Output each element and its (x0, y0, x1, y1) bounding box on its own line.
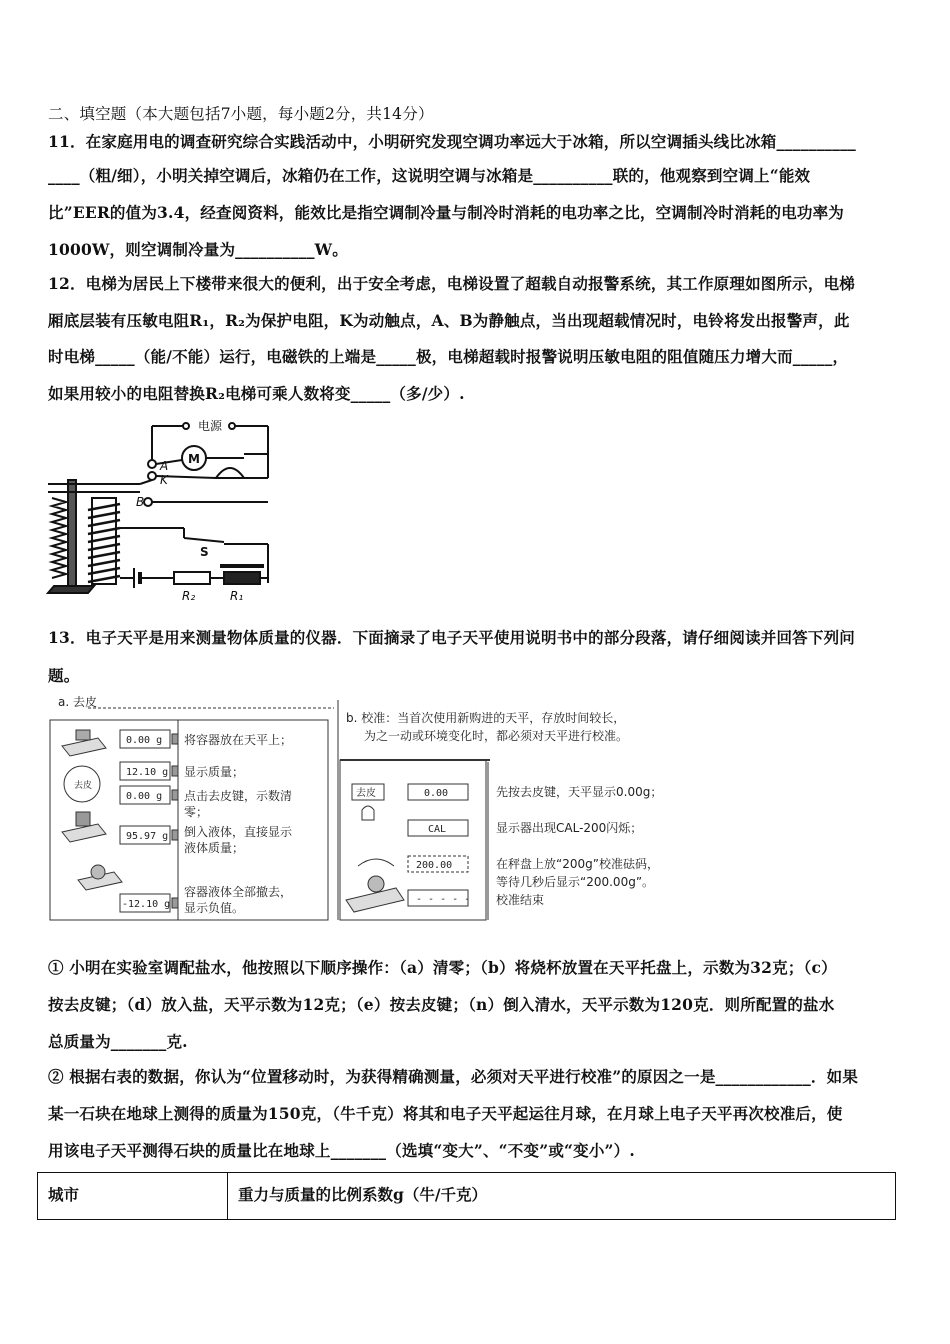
q13-part1-line-2: 按去皮键；（d）放入盐，天平示数为12克；（e）按去皮键；（n）倒入清水，天平示数为120克．则所配置的盐水 (48, 995, 835, 1014)
q13-line-1: 13．电子天平是用来测量物体质量的仪器．下面摘录了电子天平使用说明书中的部分段落，请仔细阅读并回答下列问 (48, 628, 855, 647)
contact-a-label: A (160, 459, 169, 473)
tare-step-1: 将容器放在天平上； (184, 733, 293, 747)
tare-step-4b: 液体质量； (184, 841, 245, 855)
calib-title-2: 为之一动或环境变化时，都必须对天平进行校准。 (364, 729, 629, 743)
q12-line-2: 厢底层装有压敏电阻R₁，R₂为保护电阻，K为动触点，A、B为静触点，当出现超载情况时，电铃将发出报警声，此 (48, 311, 850, 330)
gravity-table (37, 1172, 896, 1220)
q11-line-4: 1000W，则空调制冷量为__________W。 (48, 240, 348, 259)
q12-line-4: 如果用较小的电阻替换R₂电梯可乘人数将变_____（多/少）. (48, 384, 465, 403)
r2-label: R₂ (182, 589, 196, 603)
tare-reading-2: 12.10 g (126, 767, 169, 778)
tare-reading-3: 0.00 g (126, 791, 163, 802)
q13-part2-line-3: 用该电子天平测得石块的质量比在地球上_______（选填“变大”、“不变”或“变小”）. (48, 1141, 635, 1160)
calib-reading-2: CAL (428, 824, 447, 835)
calibration-instruction-figure (336, 700, 716, 926)
calib-reading-1: 0.00 (424, 788, 449, 799)
calib-step-4: 等待几秒后显示“200.00g”。 (496, 875, 655, 889)
calib-step-1: 先按去皮键，天平显示0.00g； (496, 785, 663, 799)
tare-reading-1: 0.00 g (126, 735, 163, 746)
scale-icon-1 (62, 730, 106, 756)
calib-step-5: 校准结束 (496, 893, 545, 907)
tare-title: a. 去皮 (58, 695, 97, 709)
q13-part1-line-3: 总质量为_______克. (48, 1032, 188, 1051)
motor-label: M (188, 452, 200, 466)
elevator-circuit-diagram (44, 418, 276, 606)
calib-step-2: 显示器出现CAL-200闪烁； (496, 821, 643, 835)
svg-text:去皮: 去皮 (74, 781, 93, 791)
section-header: 二、填空题（本大题包括7小题，每小题2分，共14分） (48, 105, 434, 123)
scale-icon-3 (62, 812, 106, 842)
tare-instruction-figure (48, 694, 336, 926)
table-header-g: 重力与质量的比例系数g（牛/千克） (238, 1185, 488, 1204)
table-header-city: 城市 (38, 1173, 228, 1219)
q12-line-3: 时电梯_____（能/不能）运行，电磁铁的上端是_____极，电梯超载时报警说明压敏电阻的阻值随压力增大而_____， (48, 347, 849, 366)
r1-label: R₁ (230, 589, 244, 603)
scale-icon-4 (78, 865, 122, 890)
calib-reading-4: - - - - - (416, 894, 471, 905)
q11-line-2: ____（粗/细），小明关掉空调后，冰箱仍在工作，这说明空调与冰箱是__________联的，他观察到空调上“能效 (48, 166, 811, 185)
calib-tare-button: 去皮 (356, 788, 376, 799)
tare-step-3b: 零； (184, 805, 209, 819)
tare-step-5a: 容器液体全部撤去， (184, 885, 293, 899)
contact-b-label: B (136, 495, 145, 509)
q13-part2-line-1: ② 根据右表的数据，你认为“位置移动时，为获得精确测量，必须对天平进行校准”的原因之一是____________．如果 (48, 1067, 859, 1086)
tare-step-4a: 倒入液体，直接显示 (184, 825, 293, 839)
tare-reading-4: 95.97 g (126, 831, 169, 842)
q11-line-1: 11．在家庭用电的调查研究综合实践活动中，小明研究发现空调功率远大于冰箱，所以空调插头线比冰箱__________ (48, 132, 856, 151)
q13-line-2: 题。 (48, 666, 80, 685)
tare-step-5b: 显示负值。 (184, 901, 245, 915)
q12-line-1: 12．电梯为居民上下楼带来很大的便利，出于安全考虑，电梯设置了超载自动报警系统，其工作原理如图所示，电梯 (48, 274, 855, 293)
calib-reading-3: 200.00 (416, 860, 453, 871)
power-label: 电源 (198, 419, 223, 433)
scale-icon-2 (64, 766, 100, 802)
tare-reading-5: -12.10 g (122, 899, 171, 910)
switch-s-label: S (200, 545, 209, 559)
q11-line-3: 比”EER的值为3.4，经查阅资料，能效比是指空调制冷量与制冷时消耗的电功率之比，空调制冷时消耗的电功率为 (48, 203, 844, 222)
tare-step-2: 显示质量； (184, 765, 245, 779)
q13-part2-line-2: 某一石块在地球上测得的质量为150克，（牛千克）将其和电子天平起运往月球，在月球上电子天平再次校准后，使 (48, 1104, 843, 1123)
q13-part1-line-1: ① 小明在实验室调配盐水，他按照以下顺序操作：（a）清零；（b）将烧杯放置在天平托盘上，示数为32克；（c） (48, 958, 837, 977)
calib-title-1: b. 校准：当首次使用新购进的天平，存放时间较长， (346, 711, 626, 725)
calib-step-3: 在秤盘上放“200g”校准砝码， (496, 857, 659, 871)
contact-k-label: K (160, 473, 168, 487)
tare-step-3a: 点击去皮键，示数清 (184, 789, 293, 803)
